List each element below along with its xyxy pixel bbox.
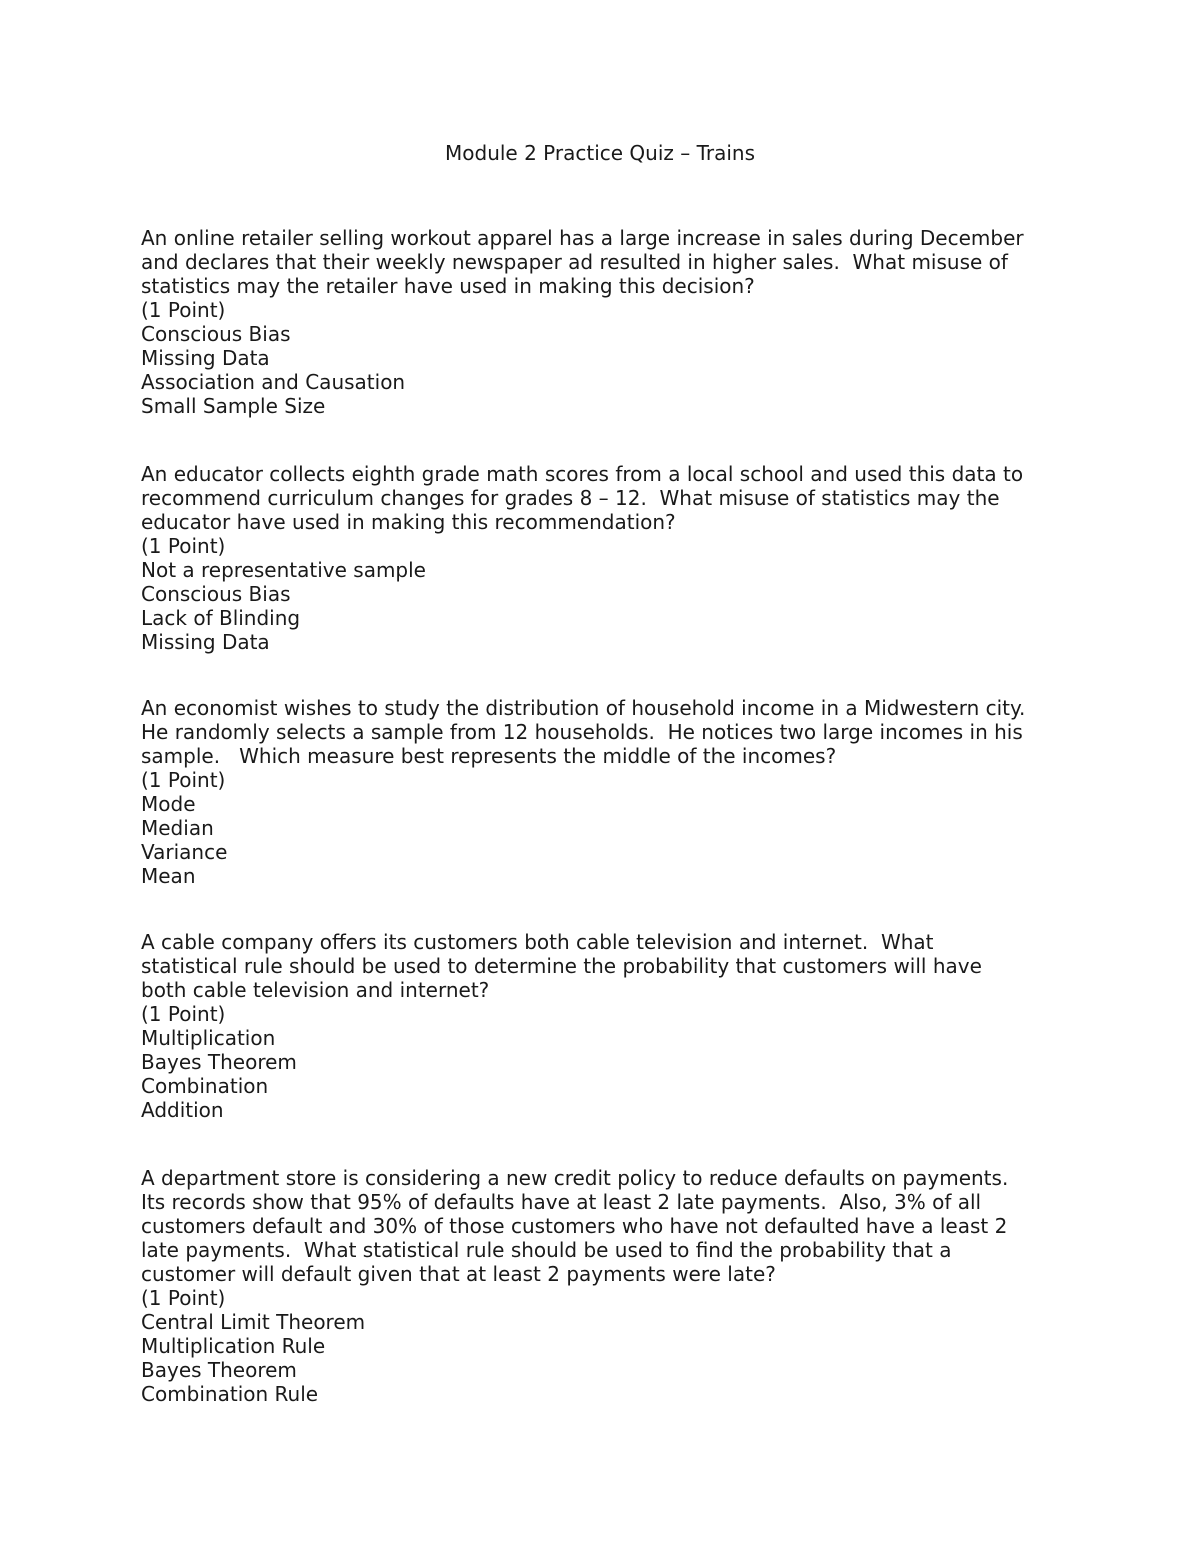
question-3 xyxy=(141,696,1071,888)
question-2 xyxy=(141,462,1071,654)
question-text-line: Its records show that 95% of defaults have at least 2 late payments. Also, 3% of all xyxy=(141,1190,982,1214)
question-text-line: A department store is considering a new credit policy to reduce defaults on payments. xyxy=(141,1166,1009,1190)
answer-option: Central Limit Theorem xyxy=(141,1310,366,1334)
question-text-line: educator have used in making this recommendation? xyxy=(141,510,676,534)
answer-option: Mode xyxy=(141,792,196,816)
answer-option: Variance xyxy=(141,840,228,864)
question-1 xyxy=(141,226,1071,418)
answer-option: Multiplication xyxy=(141,1026,276,1050)
question-points: (1 Point) xyxy=(141,298,226,322)
question-text-line: An online retailer selling workout apparel has a large increase in sales during December xyxy=(141,226,1024,250)
answer-option: Combination Rule xyxy=(141,1382,319,1406)
question-4 xyxy=(141,930,1071,1122)
question-text-line: A cable company offers its customers both cable television and internet. What xyxy=(141,930,934,954)
question-text-line: late payments. What statistical rule should be used to find the probability that a xyxy=(141,1238,952,1262)
question-text-line: An educator collects eighth grade math scores from a local school and used this data to xyxy=(141,462,1024,486)
question-points: (1 Point) xyxy=(141,534,226,558)
answer-option: Combination xyxy=(141,1074,269,1098)
answer-option: Mean xyxy=(141,864,196,888)
answer-option: Bayes Theorem xyxy=(141,1358,297,1382)
answer-option: Not a representative sample xyxy=(141,558,426,582)
question-text-line: sample. Which measure best represents the middle of the incomes? xyxy=(141,744,837,768)
answer-option: Median xyxy=(141,816,214,840)
answer-option: Lack of Blinding xyxy=(141,606,301,630)
answer-option: Small Sample Size xyxy=(141,394,326,418)
question-text-line: He randomly selects a sample from 12 households. He notices two large incomes in his xyxy=(141,720,1023,744)
question-text-line: both cable television and internet? xyxy=(141,978,490,1002)
question-text-line: recommend curriculum changes for grades 8 – 12. What misuse of statistics may the xyxy=(141,486,1000,510)
question-5 xyxy=(141,1166,1071,1406)
question-text-line: customer will default given that at least 2 payments were late? xyxy=(141,1262,776,1286)
answer-option: Missing Data xyxy=(141,630,270,654)
page-title: Module 2 Practice Quiz – Trains xyxy=(445,141,755,165)
question-points: (1 Point) xyxy=(141,1286,226,1310)
question-text-line: An economist wishes to study the distribution of household income in a Midwestern city. xyxy=(141,696,1026,720)
question-points: (1 Point) xyxy=(141,768,226,792)
answer-option: Conscious Bias xyxy=(141,322,291,346)
question-text-line: and declares that their weekly newspaper ad resulted in higher sales. What misuse of xyxy=(141,250,1008,274)
answer-option: Association and Causation xyxy=(141,370,406,394)
answer-option: Addition xyxy=(141,1098,224,1122)
question-text-line: statistical rule should be used to determine the probability that customers will have xyxy=(141,954,982,978)
question-text-line: statistics may the retailer have used in making this decision? xyxy=(141,274,755,298)
answer-option: Bayes Theorem xyxy=(141,1050,297,1074)
question-text-line: customers default and 30% of those customers who have not defaulted have a least 2 xyxy=(141,1214,1008,1238)
answer-option: Missing Data xyxy=(141,346,270,370)
answer-option: Multiplication Rule xyxy=(141,1334,326,1358)
question-points: (1 Point) xyxy=(141,1002,226,1026)
answer-option: Conscious Bias xyxy=(141,582,291,606)
